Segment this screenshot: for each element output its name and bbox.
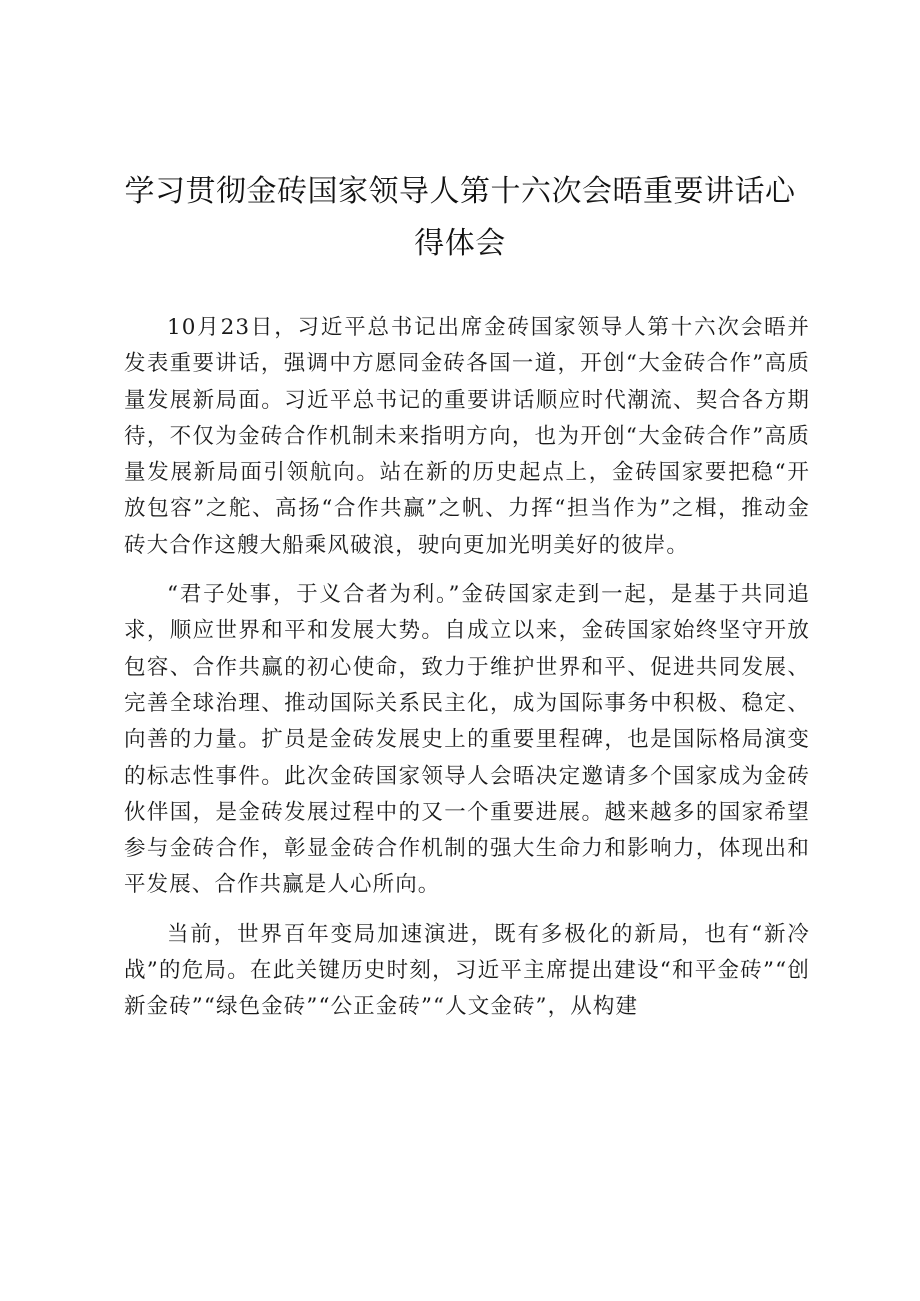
paragraph: “君子处事，于义合者为利。”金砖国家走到一起，是基于共同追求，顺应世界和平和发展大势。自成立以来，金砖国家始终坚守开放包容、合作共赢的初心使命，致力于维护世界和平、促进共同发展、完善全球治理、推动国际关系民主化，成为国际事务中积极、稳定、向善的力量。扩员是金砖发展史上的重要里程碑，也是国际格局演变的标志性事件。此次金砖国家领导人会晤决定邀请多个国家成为金砖伙伴国，是金砖发展过程中的又一个重要进展。越来越多的国家希望参与金砖合作，彰显金砖合作机制的强大生命力和影响力，体现出和平发展、合作共赢是人心所向。 <box>124 582 810 898</box>
paragraph: 当前，世界百年变局加速演进，既有多极化的新局，也有“新冷战”的危局。在此关键历史时刻，习近平主席提出建设“和平金砖”“创新金砖”“绿色金砖”“公正金砖”“人文金砖”，从构建 <box>124 921 810 1020</box>
document-body <box>124 310 810 1039</box>
paragraph: 10月23日，习近平总书记出席金砖国家领导人第十六次会晤并发表重要讲话，强调中方愿同金砖各国一道，开创“大金砖合作”高质量发展新局面。习近平总书记的重要讲话顺应时代潮流、契合各方期待，不仅为金砖合作机制未来指明方向，也为开创“大金砖合作”高质量发展新局面引领航向。站在新的历史起点上，金砖国家要把稳“开放包容”之舵、高扬“合作共赢”之帆、力挥“担当作为”之楫，推动金砖大合作这艘大船乘风破浪，驶向更加光明美好的彼岸。 <box>124 315 810 558</box>
document-title: 学习贯彻金砖国家领导人第十六次会晤重要讲话心得体会 <box>124 174 796 261</box>
